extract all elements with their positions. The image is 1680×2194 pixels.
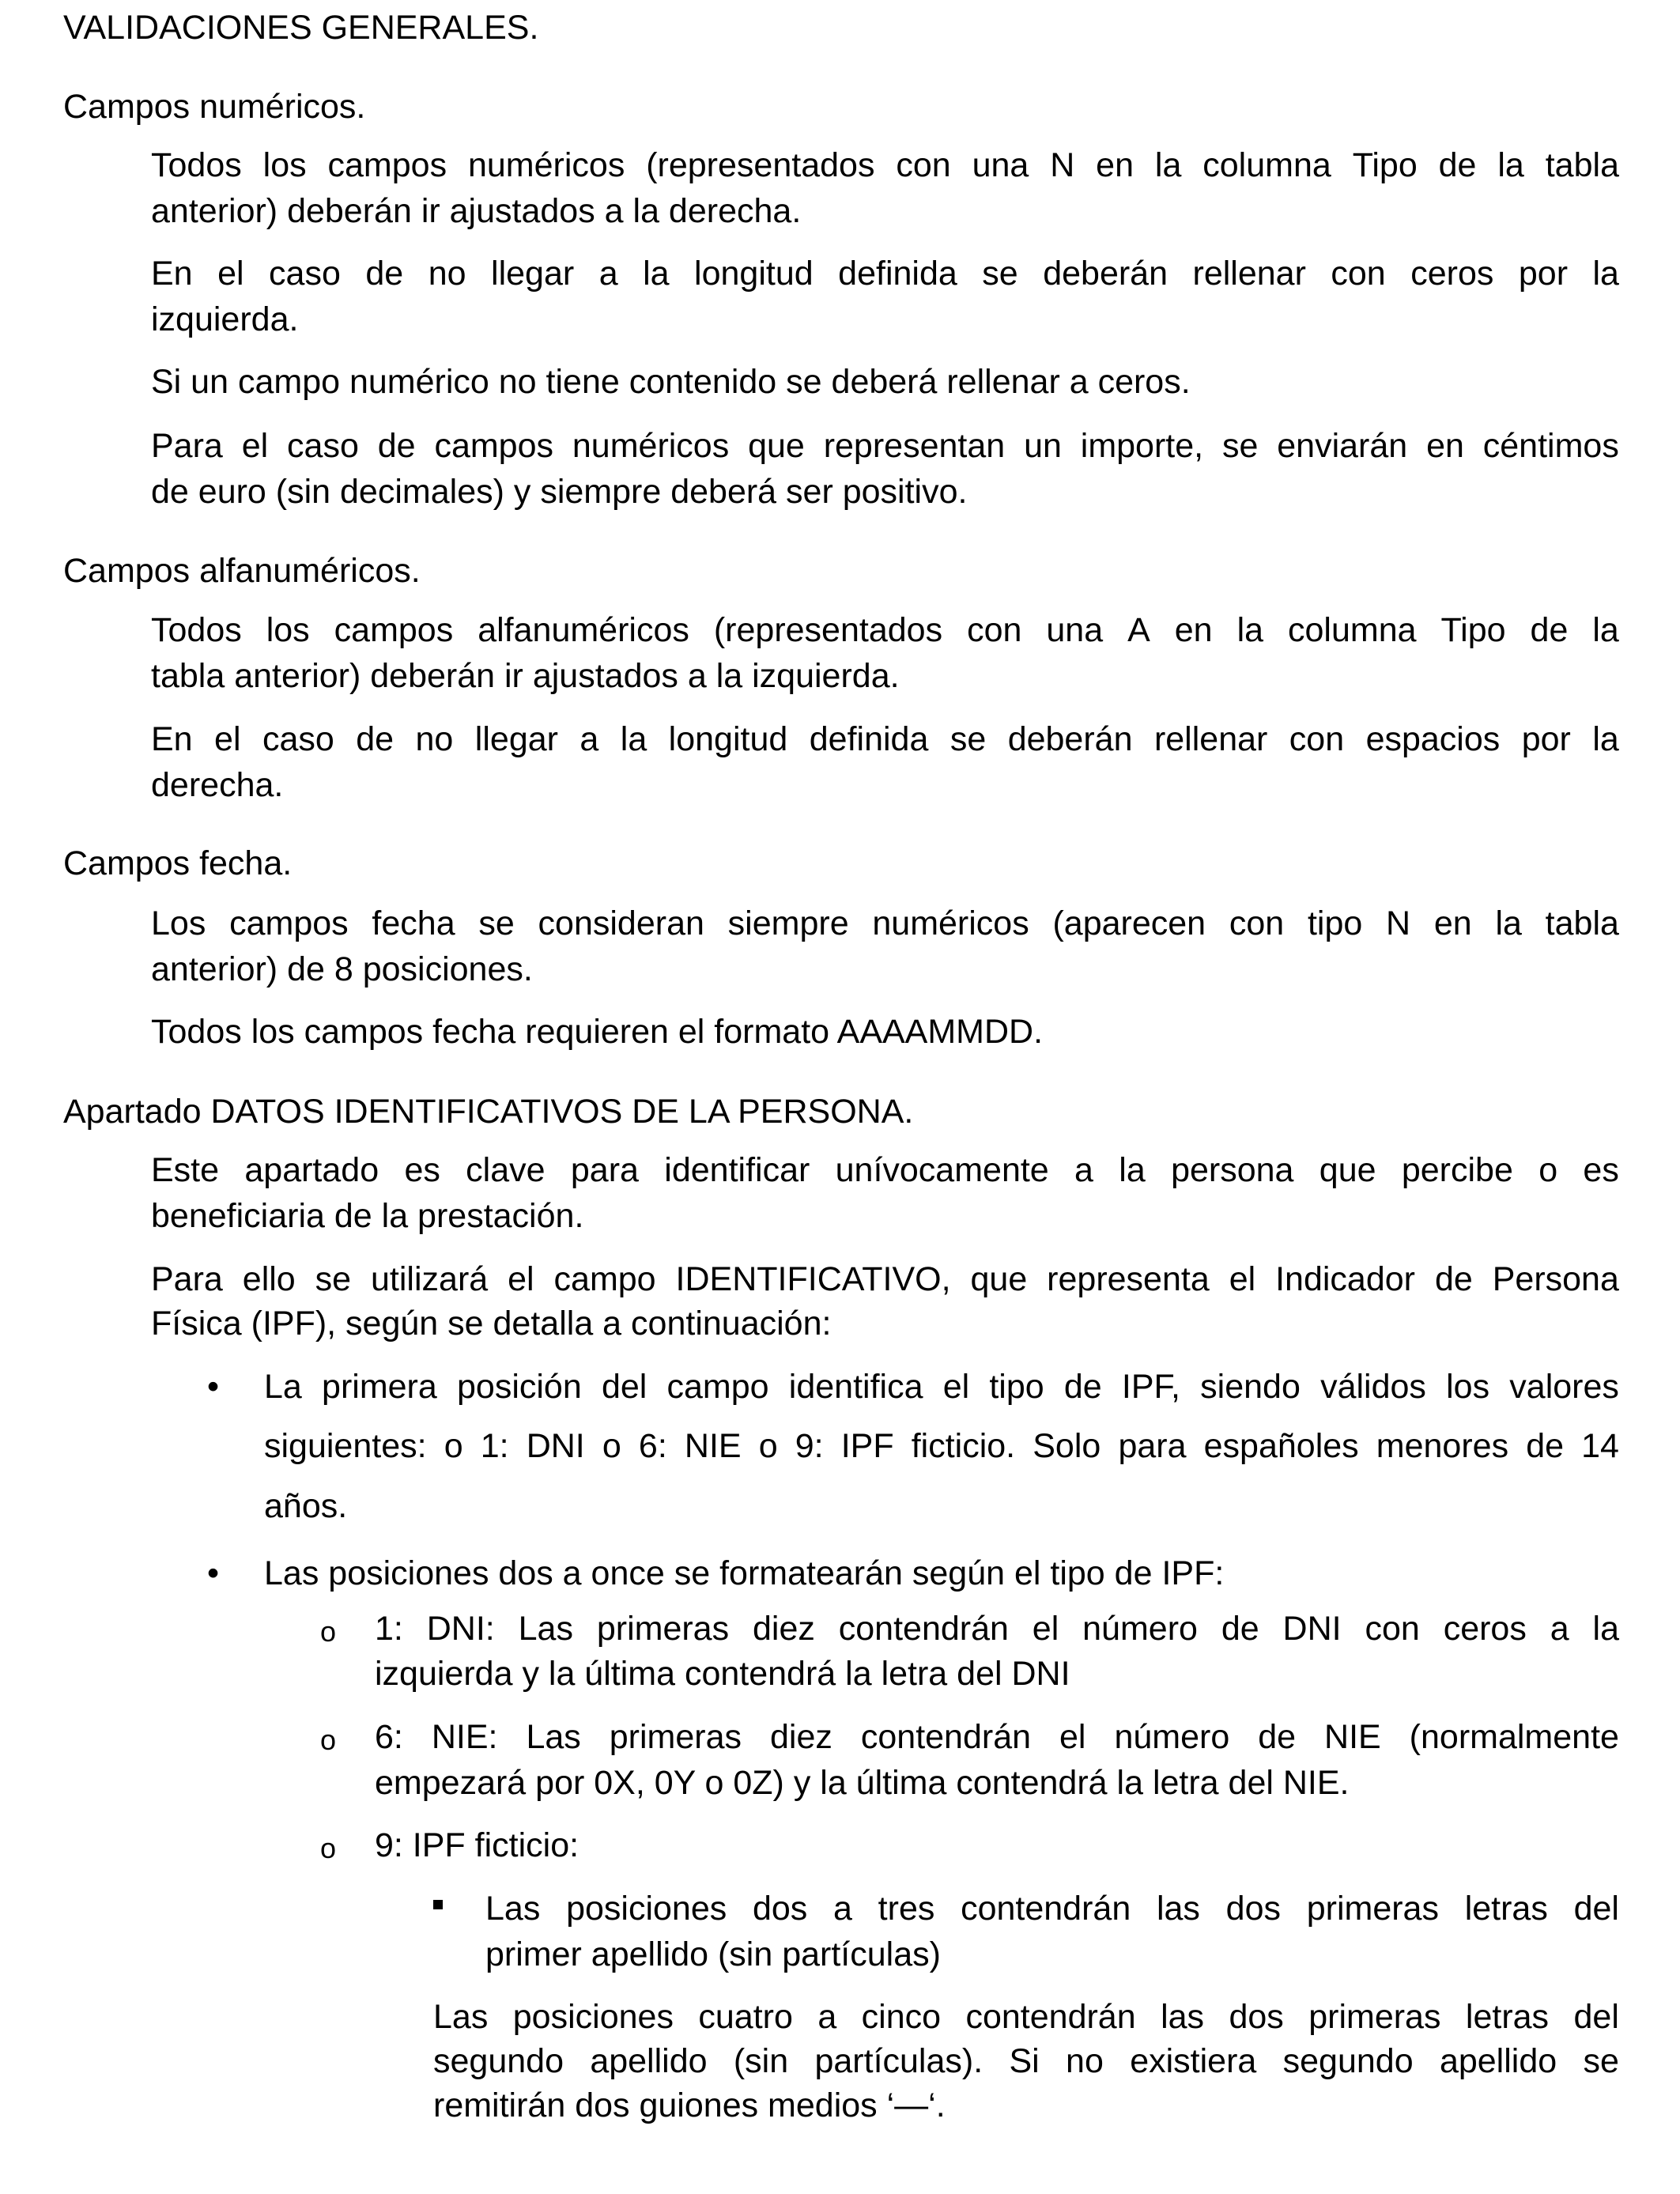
paragraph-line: Todos los campos alfanuméricos (representados con una A en la columna Tipo de la [151,611,1619,649]
bullet-line: años. [264,1487,348,1525]
paragraph-line: En el caso de no llegar a la longitud definida se deberán rellenar con espacios por la [151,720,1619,758]
heading-datos-identificativos: Apartado DATOS IDENTIFICATIVOS DE LA PERSONA. [63,1093,914,1131]
heading-campos-fecha: Campos fecha. [63,844,293,882]
paragraph-line: Para ello se utilizará el campo IDENTIFICATIVO, que representa el Indicador de Persona [151,1260,1619,1298]
square-bullet-icon [433,1900,443,1909]
paragraph-line: izquierda. [151,300,299,338]
paragraph-line: segundo apellido (sin partículas). Si no existiera segundo apellido se [433,2042,1619,2080]
bullet-line: siguientes: o 1: DNI o 6: NIE o 9: IPF ficticio. Solo para españoles menores de 14 [264,1427,1619,1465]
paragraph-line: Si un campo numérico no tiene contenido se deberá rellenar a ceros. [151,363,1191,401]
paragraph-line: remitirán dos guiones medios ‘—‘. [433,2086,946,2124]
paragraph-line: Los campos fecha se consideran siempre numéricos (aparecen con tipo N en la tabla [151,904,1619,942]
paragraph-line: beneficiaria de la prestación. [151,1197,584,1235]
section-title: VALIDACIONES GENERALES. [63,9,539,47]
bullet-line: Las posiciones dos a once se formatearán según el tipo de IPF: [264,1554,1225,1592]
heading-campos-numericos: Campos numéricos. [63,88,366,126]
paragraph-line: Para el caso de campos numéricos que representan un importe, se enviarán en céntimos [151,427,1619,465]
sub-sub-bullet-line: Las posiciones dos a tres contendrán las dos primeras letras del [485,1890,1619,1928]
bullet-marker: • [207,1368,220,1406]
sub-bullet-line: 6: NIE: Las primeras diez contendrán el número de NIE (normalmente [375,1718,1619,1756]
paragraph-line: Todos los campos fecha requieren el formato AAAAMMDD. [151,1013,1044,1051]
paragraph-line: de euro (sin decimales) y siempre deberá ser positivo. [151,473,968,511]
heading-campos-alfanumericos: Campos alfanuméricos. [63,552,421,590]
paragraph-line: Las posiciones cuatro a cinco contendrán las dos primeras letras del [433,1998,1619,2036]
sub-sub-bullet-line: primer apellido (sin partículas) [485,1935,941,1973]
paragraph-line: anterior) de 8 posiciones. [151,950,533,988]
paragraph-line: derecha. [151,766,284,804]
paragraph-line: Física (IPF), según se detalla a continuación: [151,1305,832,1342]
sub-bullet-line: izquierda y la última contendrá la letra del DNI [375,1655,1070,1693]
circle-marker: o [320,1724,337,1756]
paragraph-line: tabla anterior) deberán ir ajustados a la izquierda. [151,657,900,695]
paragraph-line: Este apartado es clave para identificar unívocamente a la persona que percibe o es [151,1151,1619,1189]
circle-marker: o [320,1832,337,1864]
sub-bullet-line: 1: DNI: Las primeras diez contendrán el número de DNI con ceros a la [375,1610,1619,1648]
paragraph-line: En el caso de no llegar a la longitud definida se deberán rellenar con ceros por la [151,255,1619,293]
sub-bullet-line: empezará por 0X, 0Y o 0Z) y la última contendrá la letra del NIE. [375,1764,1350,1802]
circle-marker: o [320,1615,337,1648]
paragraph-line: Todos los campos numéricos (representados con una N en la columna Tipo de la tabla [151,146,1619,184]
sub-bullet-line: 9: IPF ficticio: [375,1826,580,1864]
bullet-marker: • [207,1554,220,1592]
paragraph-line: anterior) deberán ir ajustados a la derecha. [151,192,802,230]
bullet-line: La primera posición del campo identifica el tipo de IPF, siendo válidos los valores [264,1368,1619,1406]
